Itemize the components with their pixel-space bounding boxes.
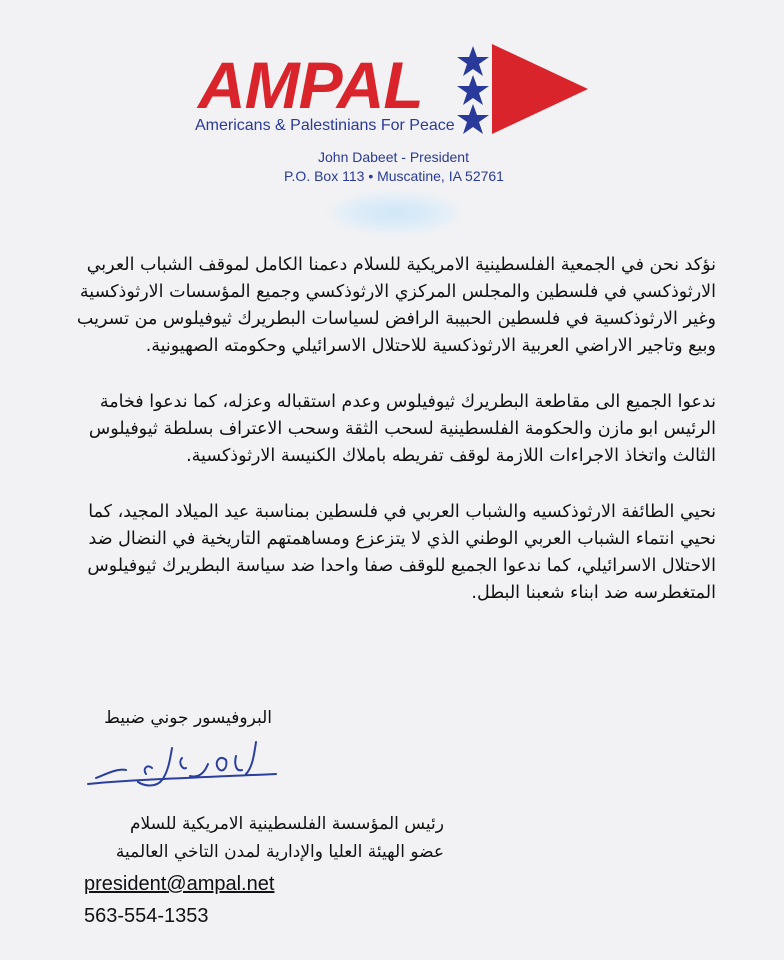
logo-tagline: Americans & Palestinians For Peace xyxy=(195,117,455,134)
president-line: John Dabeet - President xyxy=(318,149,469,165)
signer-title-1: رئيس المؤسسة الفلسطينية الامريكية للسلام xyxy=(129,814,444,834)
ampal-logo-text: AMPAL xyxy=(198,48,423,122)
star-icon xyxy=(457,75,489,105)
logo-triangle-icon xyxy=(490,42,590,136)
body-paragraph: نحيي الطائفة الارثوذكسيه والشباب العربي في فلسطين بمناسبة عيد الميلاد المجيد، كما نحيي انتماء الشباب العربي الوطني الذي لا يتزعزع ومساهمتهم التاريخية في النضال ضد الاحتلال الاسرائيلي، كما ندعوا الجميع للوقف صفا واحدا ضد سياسة البطريرك ثيوفيلوس المتغطرسه ضد ابناء شعبنا البطل. xyxy=(87,502,716,603)
redacted-area xyxy=(330,192,460,234)
handwritten-signature xyxy=(86,734,286,796)
letterhead xyxy=(0,0,784,200)
stars-icon xyxy=(456,44,490,136)
letter-body xyxy=(70,252,716,636)
star-icon xyxy=(457,46,489,76)
signer-title-2: عضو الهيئة العليا والإدارية لمدن التاخي العالمية xyxy=(115,842,444,862)
address-line: P.O. Box 113 • Muscatine, IA 52761 xyxy=(284,168,504,184)
body-paragraph: ندعوا الجميع الى مقاطعة البطريرك ثيوفيلوس وعدم استقباله وعزله، كما ندعوا فخامة الرئيس ابو مازن والحكومة الفلسطينية لسحب الثقة وسحب الاعتراف بسلطة ثيوفيلوس الثالث واتخاذ الاجراءات اللازمة لوقف تفريطه باملاك الكنيسة الارثوذكسية. xyxy=(88,392,716,466)
signer-name: البروفيسور جوني ضبيط xyxy=(104,708,272,728)
email-link[interactable]: president@ampal.net xyxy=(84,873,275,895)
body-paragraph: نؤكد نحن في الجمعية الفلسطينية الامريكية للسلام دعمنا الكامل لموقف الشباب العربي الارثوذكسي في فلسطين والمجلس المركزي الارثوذكسي وجميع المؤسسات الارثوذكسية وغير الارثوذكسية في فلسطين الحبيبة الرافض لسياسات البطريرك ثيوفيلوس من تسريب وبيع وتاجير الاراضي العربية الارثوذكسية للاحتلال الاسرائيلي وحكومته الصهيونية. xyxy=(76,255,716,356)
phone-number: 563-554-1353 xyxy=(84,905,209,927)
signature-block xyxy=(0,700,784,960)
star-icon xyxy=(457,104,489,134)
